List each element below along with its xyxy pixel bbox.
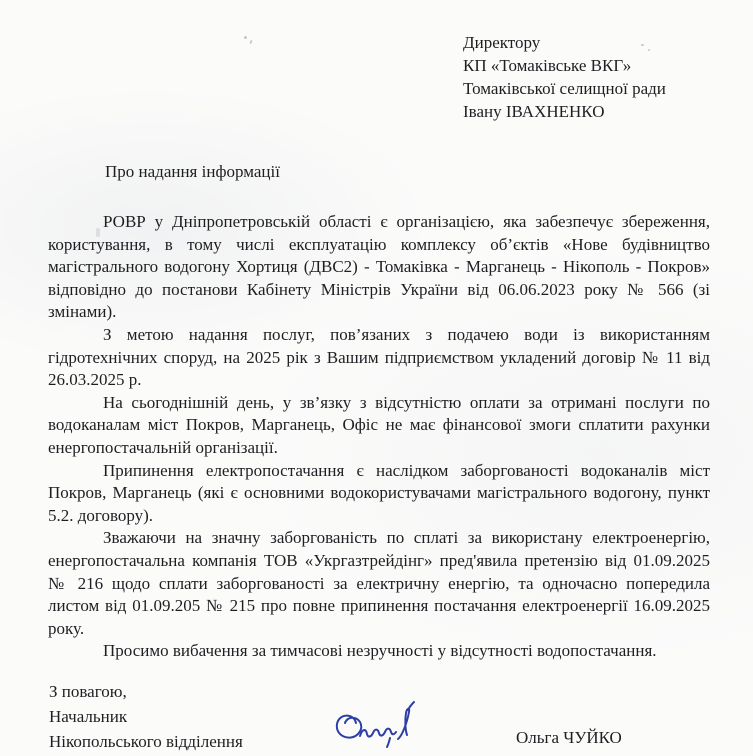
closing-block xyxy=(49,679,243,754)
recipient-line-company: КП «Томаківське ВКГ» xyxy=(463,56,632,75)
signer-title-line1: Начальник xyxy=(49,707,128,726)
signer-name: Ольга ЧУЙКО xyxy=(516,728,622,747)
body-paragraph: На сьогоднішній день, у зв’язку з відсутністю оплати за отримані послуги по водоканалам міст Покров, Марганець, Офіс не має фінансової змоги сплатити рахунки енергопостачальній організації. xyxy=(48,392,710,457)
body-paragraph: З метою надання послуг, пов’язаних з подачею води із використанням гідротехнічних споруд, на 2025 рік з Вашим підприємством укладений договір № 11 від 26.03.2025 р. xyxy=(48,324,710,390)
letter-body xyxy=(48,211,710,663)
scan-artifact xyxy=(244,36,247,39)
handwritten-signature xyxy=(320,698,442,756)
recipient-line-role: Директору xyxy=(463,33,541,52)
signer-title-line2: Нікопольського відділення xyxy=(49,732,243,751)
subject-line: Про надання інформації xyxy=(105,162,280,181)
body-paragraph: Зважаючи на значну заборгованість по сплаті за використану електроенергію, енергопостачальна компанія ТОВ «Укргазтрейдінг» пред'явила претензію від 01.09.2025 № 216 щодо сплати заборгованості за електричну енергію, та одночасно попередила листом від 01.09.205 № 215 про повне припинення постачання електроенергії 16.09.2025 року. xyxy=(48,528,710,638)
body-paragraph: РОВР у Дніпропетровській області є організацією, яка забезпечує збереження, користування, в тому числі експлуатацію комплексу об’єктів «Нове будівництво магістрального водогону Хортиця (ДВС2) - Томаківка - Марганець - Нікополь - Покров» відповідно до постанови Кабінету Міністрів України від 06.06.2023 року № 566 (зі змінами). xyxy=(48,212,710,322)
recipient-line-council: Томаківської селищної ради xyxy=(463,79,666,98)
body-paragraph: Припинення електропостачання є наслідком заборгованості водоканалів міст Покров, Марганець (які є основними водокористувачами магістрального водогону, пункт 5.2. договору). xyxy=(48,460,710,525)
recipient-block xyxy=(463,31,666,123)
scan-artifact xyxy=(249,40,252,44)
recipient-line-person: Івану ІВАХНЕНКО xyxy=(463,102,605,121)
closing-salutation: З повагою, xyxy=(49,682,127,701)
body-paragraph: Просимо вибачення за тимчасові незручності у відсутності водопостачання. xyxy=(103,641,657,661)
